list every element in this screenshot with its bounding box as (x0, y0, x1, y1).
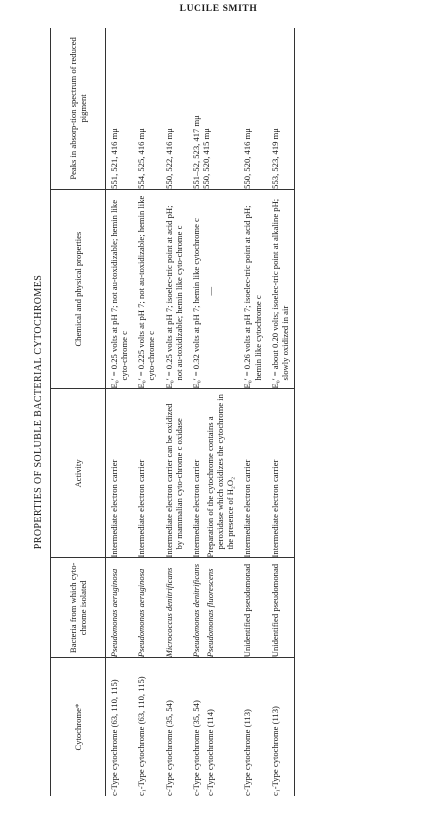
cell-activity: Intermediate electron carrier (267, 389, 295, 558)
cell-chemical: E₀′ = 0.25 volts at pH 7; not au-toxidizable; hemin like cyto-chrome c (106, 189, 134, 389)
cell-chemical: E₀′ = 0.26 volts at pH 7; isoelec-tric point at acid pH; hemin like cytochrome c (239, 189, 266, 389)
cell-bacteria-b: Pseudomonas fluorescens (204, 568, 215, 658)
cell-peaks: 550, 522, 416 mμ (161, 28, 188, 189)
table-header-row (51, 28, 106, 796)
cell-bacteria (188, 558, 240, 658)
header-activity: Activity (51, 389, 106, 558)
cell-activity: Intermediate electron carrier (239, 389, 266, 558)
table-row (188, 28, 240, 796)
cell-bacteria: Pseudomonas aeruginosa (106, 558, 134, 658)
cell-chemical (188, 189, 240, 389)
table-row (239, 28, 266, 796)
cell-cytochrome-b: c-Type cytochrome (114) (204, 709, 215, 796)
table-row (106, 28, 134, 796)
cell-chemical-b: — (204, 286, 215, 296)
cell-bacteria: Pseudomonas aeruginosa (133, 558, 160, 658)
cell-chemical: E₀′ = 0.225 volts at pH 7; not au-toxidizable; hemin like cyto-chrome c (133, 189, 160, 389)
cell-activity: Intermediate electron carrier (106, 389, 134, 558)
header-bacteria: Bacteria from which cyto-chrome isolated (51, 558, 106, 658)
cell-activity: Intermediate electron carrier can be oxidized by mammalian cyto-chrome c oxidase (161, 389, 188, 558)
table-row (267, 28, 295, 796)
cell-cytochrome-a: c-Type cytochrome (35, 54) (190, 700, 201, 796)
header-peaks: Peaks in absorp-tion spectrum of reduced pigment (51, 28, 106, 189)
rotated-table-block (28, 28, 426, 796)
cell-bacteria: Unidentified pseudomonad (267, 558, 295, 658)
cell-peaks: 551, 521, 416 mμ (106, 28, 134, 189)
cell-peaks: 554, 525, 416 mμ (133, 28, 160, 189)
cell-peaks (188, 28, 240, 189)
cell-cytochrome: c₁-Type cytochrome (63, 110, 115) (136, 676, 147, 796)
header-cytochrome: Cytochrome* (51, 658, 106, 796)
cytochrome-table (51, 28, 295, 796)
table-row (161, 28, 188, 796)
running-head: LUCILE SMITH (179, 4, 258, 14)
cell-activity-b: Preparation of the cytochrome contains a peroxidase which oxidizes the cytochrome in the presence of H₂O₂ (204, 394, 236, 558)
cell-bacteria: Unidentified pseudomonad (239, 558, 266, 658)
cell-bacteria: Micrococcus denitrificans (161, 558, 188, 658)
cell-peaks-a: 551–52, 523, 417 mμ (190, 115, 201, 189)
cell-cytochrome: c-Type cytochrome (35, 54) (163, 700, 174, 796)
cell-activity (188, 389, 240, 558)
cell-cytochrome (188, 658, 240, 796)
cell-peaks-b: 550, 520, 415 mμ (200, 128, 211, 189)
cell-chemical: E₀′ = about 0.20 volts; isoelec-tric point at alkaline pH; slowly oxidized in air (267, 189, 295, 389)
cell-peaks: 553, 523, 419 mμ (267, 28, 295, 189)
table-row (133, 28, 160, 796)
header-chemical: Chemical and physical properties (51, 189, 106, 389)
cell-activity-a: Intermediate electron carrier (190, 459, 201, 558)
cell-cytochrome: c-Type cytochrome (63, 110, 115) (109, 679, 119, 796)
table-title: PROPERTIES OF SOLUBLE BACTERIAL CYTOCHROMES (28, 28, 51, 796)
cell-bacteria-a: Pseudomonas denitrificans (190, 563, 201, 658)
cell-cytochrome: c-Type cytochrome (113) (242, 709, 253, 796)
cell-peaks: 550, 520, 416 mμ (239, 28, 266, 189)
cell-cytochrome: c₁-Type cytochrome (113) (267, 658, 295, 796)
cell-chemical: E₀′ = 0.25 volts at pH 7; isoelec-tric point at acid pH; not au-toxidizable; hemin like cyto-chrome c (161, 189, 188, 389)
cell-activity: Intermediate electron carrier (133, 389, 160, 558)
cell-chemical-a: E₀′ = 0.32 volts at pH 7; hemin like cytochrome c (190, 218, 201, 389)
